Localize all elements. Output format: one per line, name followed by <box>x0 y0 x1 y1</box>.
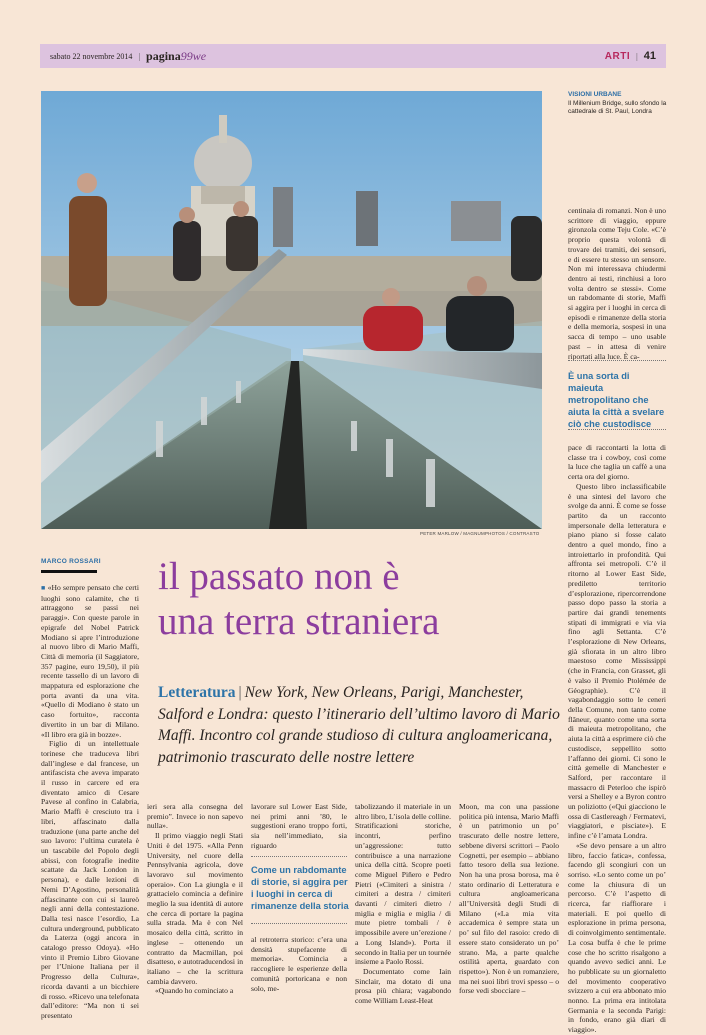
subhead-tag: Letteratura <box>158 684 236 701</box>
pullquote-divider <box>568 429 666 430</box>
author-byline[interactable]: MARCO ROSSARI <box>41 558 101 565</box>
feature-photo <box>41 91 542 529</box>
section-name[interactable]: ARTI <box>604 50 631 62</box>
article-text: Moon, ma con una passione politica più intensa, Mario Maffi è un patrimonio un po’ trascurato delle nostre lettere, sebbene diversi scrittori – Paolo Cognetti, per esempio – abbiano fatto tesoro della sua lezione. Non ha una prosa borosa, ma è stato ordinario di Letteratura e cultura angloamericana all’Università degli Studi di Milano («La mia vita accademica è sempre stata un po’ sul filo del rasoio: credo di essere stato considerato un po’ strano. Ma, a parte qualche ostilità aperta, guardato con rispetto»). Non è un romanziere, ma nei suoi libri trovi spesso – o forse vedi sbocciare – <box>459 802 559 996</box>
article-column-right-bottom <box>568 443 666 1035</box>
article-column-2 <box>147 802 243 1015</box>
article-text: ■ «Ho sempre pensato che certi luoghi sono calamite, che ti attraggono se passi nei paraggi». Con queste parole in epigrafe del Nobel Patrick Modiano si apre l’introduzione al nuovo libro di Mario Maffi, Città di memoria (il Saggiatore, 357 pagine, euro 19,50), il più recente tassello di un lavoro di mappatura ed esplorazione che porta avanti da una vita. «Quello di Modiano è stato un caso fortuito», racconta divertito in un bar di Milano. «Il libro era già in bozze». <box>41 583 140 739</box>
subhead-divider: | <box>238 684 242 701</box>
headline-line: il passato non è <box>158 555 400 598</box>
article-column-1 <box>41 583 140 1020</box>
article-column-3-bottom <box>251 935 347 1015</box>
issue-date: sabato 22 novembre 2014 <box>50 51 133 61</box>
caption-kicker: VISIONI URBANE <box>568 91 622 98</box>
header-divider: | <box>138 51 141 61</box>
article-text: Il primo viaggio negli Stati Uniti è del 1975. «Alla Penn University, nel cuore della Pennsylvania agricola, dove lavoravo sul movimento operaio». Con La giungla e il grattacielo comincia a definire meglio la sua identità di autore che cerca di portare la pagina sulla strada. Ma è con Nel mosaico della città, scritto in inglese – ottenendo un contratto da Macmillan, poi disatteso, e autotraducendosi in italiano – che la scrittura cambia davvero. <box>147 831 243 986</box>
article-text: tabolizzando il materiale in un altro libro, L’isola delle colline. Stratificazioni storiche, incontri, perfino un’aggressione: tutto contribuisce a una narrazione unica della città. Scopre poeti come Miguel Piñero e Pedro Pietri («Cimiteri a sinistra / cimiteri a destra / cimiteri davanti / cimiteri dietro / miglia e miglia e miglia / di mute pietre tombali / è impossibile avere un’erezione / a Long Island»). Porta il secondo in Italia per un tournée insieme a Paolo Rossi. <box>355 802 451 967</box>
author-rule <box>41 570 97 573</box>
brand-logo[interactable]: pagina99we <box>146 48 207 63</box>
paragraph-marker-icon: ■ <box>41 584 48 592</box>
photo-credit: PETER MARLOW / MAGNUMPHOTOS / CONTRASTO <box>420 531 540 536</box>
article-subhead <box>158 682 568 768</box>
article-column-5 <box>459 802 559 1015</box>
subhead-text: New York, New Orleans, Parigi, Manchester, Salford e Londra: questo l’itinerario dell’ultimo lavoro di Mario Maffi. Incontro col grande studioso di cultura angloamericana, patrimonio trascurato delle nostre lettere <box>158 684 560 766</box>
article-text: pace di raccontarti la lotta di classe tra i cowboy, così come la luce che taglia un caffè a una certa ora del giorno. <box>568 443 666 482</box>
headline-line: una terra straniera <box>158 600 440 643</box>
article-headline <box>158 554 558 644</box>
article-text: centinaia di romanzi. Non è uno scrittore di viaggio, eppure gironzola come Teju Cole. «C’è proprio questa volontà di trovare dei tramiti, dei sensori, e di essere tu stesso un sensore. Non mi interessava chiudermi dentro ai testi, rinchiusi a loro volta dentro se stessi». Come un rabdomante di storie, Maffi si aggira per i luoghi in cerca di episodi e rimanenze della storia e della memoria, sospesi in una sacca di tempo – uno usable past – in attesa di venire riportati alla luce. È ca- <box>568 206 666 361</box>
page-header <box>40 44 666 68</box>
article-column-3-top <box>251 802 347 852</box>
page-number: 41 <box>643 50 656 62</box>
article-text: «Se devo pensare a un altro libro, faccio fatica», confessa, facendo gli scongiuri con un sorriso. «Lo sento come un po’ come la chiusura di un percorso. C’è l’aspetto di ricerca, far riaffiorare i materiali. E poi quello di esplorazione in prima persona, di coinvolgimento sentimentale. La cosa buffa è che le prime cose che ho scritto risalgono a quando avevo sedici anni. Le ho pubblicate su un giornaletto del movimento cooperativo svizzero a cui era abbonato mio nonno. La prima era intitolata Germania e la seconda Parigi: in fondo, erano già diari di viaggio». <box>568 840 666 1035</box>
article-text: Figlio di un intellettuale torinese che traduceva libri dall’inglese e dal francese, un antifascista che aveva imparato il russo in carcere ed era diventato amico di Cesare Pavese al confino in Calabria, Mario Maffi è cresciuto tra i libri, affascinato dalla traduzione (una parte anche del suo lavoro: l’ultima curatela è un tascabile del Popolo degli abissi, con fotografie inedite scattate da Jack London in persona), e dalle lezioni di Nemi D’Agostino, personalità affascinante con cui si laureò negli anni della contestazione. Dalla tesi nasce l’esordio, La cultura underground, pubblicato da Laterza (oggi ancora in catalogo presso Odoya). «Ho vinto il Premio Libro Giovane per l’Unione Italiana per il Progresso della Cultura», ricorda davanti a un bicchiere di rosso. «Ricevo una telefonata dall’editore: “Ma non ti sei presentato <box>41 739 139 1020</box>
article-text: lavorare sul Lower East Side, nei primi anni ’80, le suggestioni erano troppo forti, sia nell’immediato, sia riguardo <box>251 802 347 850</box>
header-right <box>605 50 656 62</box>
article-text: ieri sera alla consegna del premio”. Invece io non sapevo nulla». <box>147 802 243 831</box>
pullquote-divider <box>568 360 666 361</box>
article-text: Questo libro inclassificabile è una sintesi del lavoro che svolge da anni. È come se fosse partito da un racconto impersonale della letteratura e piano piano si fosse calato dentro a quel mondo, fino a introiettarlo in profondità. Qui affronta sei metropoli. C’è il ritorno al Lower East Side, prediletto territorio d’esplorazione, ripercorrendone passo dopo passo la storia a partire dai grandi tenements stipati di immigrati e via via fino agli Settanta. C’è l’esplorazione di New Orleans, già sfiorata in un altro libro maestoso come Mississippi (che in Francia, con Grasset, gli è valso il Premio Ptolémée de Géographie). C’è il vagabondaggio sotto le ceneri della Comune, non tanto come flâneur, quanto come una sorta di maieuta metropolitano, che aiuta la città a esprimere ciò che custodisce, seppellito sotto l’affanno dei giorni. Ci sono le città gemelle di Manchester e Salford, per raccontare il massacro di Peterloo che ispirò versi a Shelley e a Byron contro un poliziotto («Qui giacciono le ossa di Castlereagh / Fermatevi, viaggiatori, e pisciate»). E infine c’è l’amata Londra. <box>568 481 666 841</box>
article-text: Documentato come Iain Sinclair, ma dotato di una prosa più chiara; vagabondo come William Least-Heat <box>355 966 451 1006</box>
caption-text: Il Millenium Bridge, sullo sfondo la cattedrale di St. Paul, Londra <box>568 99 667 115</box>
pullquote-divider <box>251 923 347 924</box>
photo-caption <box>568 91 668 117</box>
pull-quote-right: È una sorta di maieuta metropolitano che aiuta la città a svelare ciò che custodisce <box>568 371 665 429</box>
header-divider-right: | <box>636 51 638 61</box>
article-column-right-top <box>568 206 666 361</box>
article-text: «Quando ho cominciato a <box>155 986 234 996</box>
pull-quote-left: Come un rabdomante di storie, si aggira per i luoghi in cerca di rimanenze della storia <box>251 865 349 911</box>
article-text: al retroterra storico: c’era una densità stupefacente di memoria». Comincia a raccogliere le esperienze della comunità portoricana e non solo, me- <box>251 935 347 993</box>
pullquote-divider <box>251 856 347 857</box>
article-column-4 <box>355 802 451 1015</box>
